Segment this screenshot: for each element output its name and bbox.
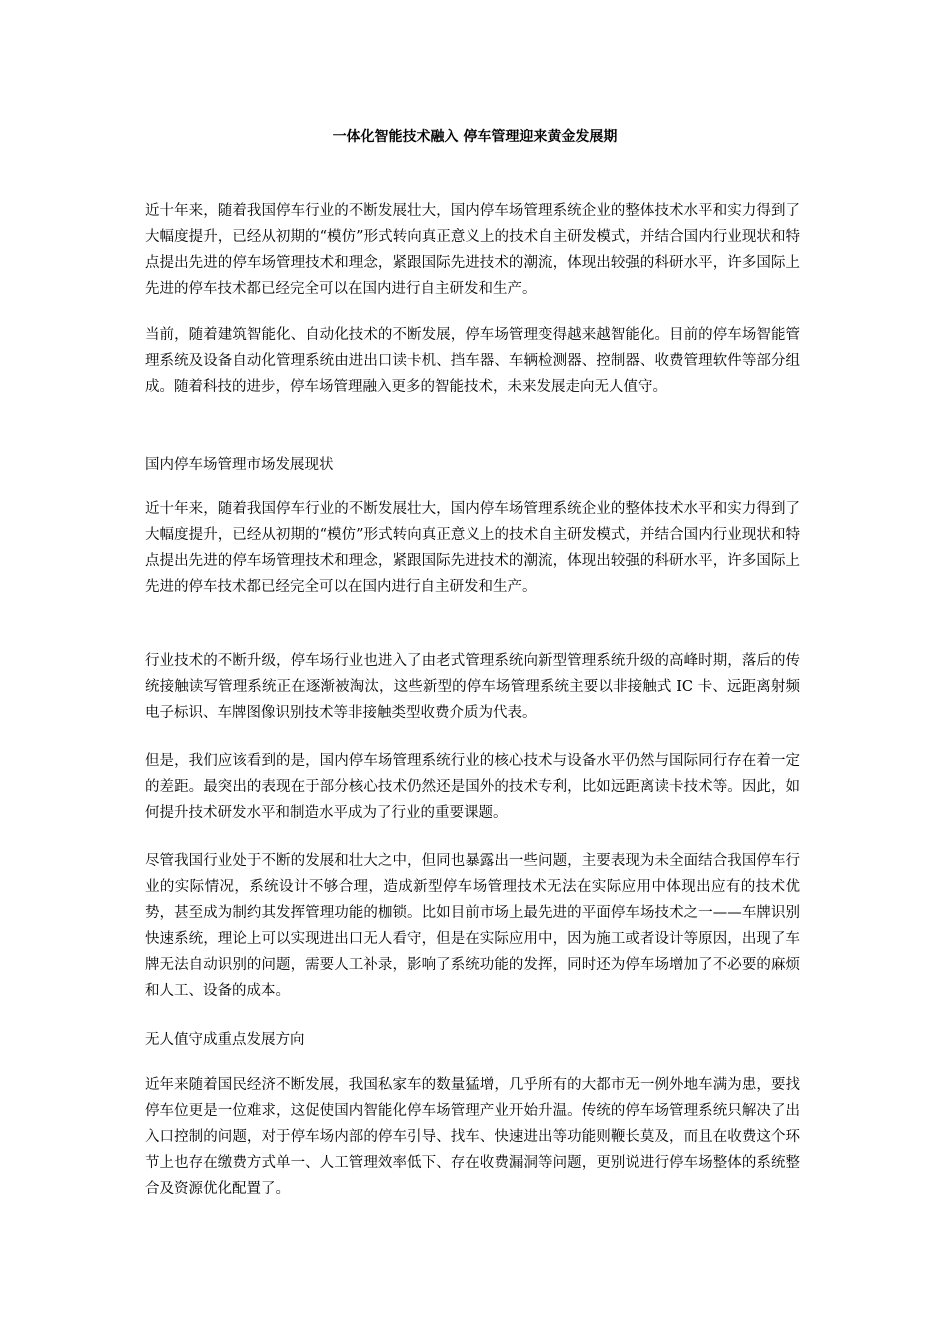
paragraph-market-4: 尽管我国行业处于不断的发展和壮大之中，但同也暴露出一些问题，主要表现为未全面结合我国停车行业的实际情况，系统设计不够合理，造成新型停车场管理技术无法在实际应用中体现出应有的技术优势，甚至成为制约其发挥管理功能的枷锁。比如目前市场上最先进的平面停车场技术之一——车牌识别快速系统，理论上可以实现进出口无人看守，但是在实际应用中，因为施工或者设计等原因，出现了车牌无法自动识别的问题，需要人工补录，影响了系统功能的发挥，同时还为停车场增加了不必要的麻烦和人工、设备的成本。 (145, 853, 800, 999)
paragraph-market-1: 近十年来，随着我国停车行业的不断发展壮大，国内停车场管理系统企业的整体技术水平和实力得到了大幅度提升，已经从初期的“模仿”形式转向真正意义上的技术自主研发模式，并结合国内行业现状和特点提出先进的停车场管理技术和理念，紧跟国际先进技术的潮流，体现出较强的科研水平，许多国际上先进的停车技术都已经完全可以在国内进行自主研发和生产。 (145, 501, 800, 595)
paragraph-unmanned-1: 近年来随着国民经济不断发展，我国私家车的数量猛增，几乎所有的大都市无一例外地车满为患，要找停车位更是一位难求，这促使国内智能化停车场管理产业开始升温。传统的停车场管理系统只解决了出入口控制的问题，对于停车场内部的停车引导、找车、快速进出等功能则鞭长莫及，而且在收费这个环节上也存在缴费方式单一、人工管理效率低下、存在收费漏洞等问题，更别说进行停车场整体的系统整合及资源优化配置了。 (145, 1077, 800, 1197)
document-title: 一体化智能技术融入 停车管理迎来黄金发展期 (332, 129, 618, 145)
paragraph-market-2: 行业技术的不断升级，停车场行业也进入了由老式管理系统向新型管理系统升级的高峰时期，落后的传统接触读写管理系统正在逐渐被淘汰，这些新型的停车场管理系统主要以非接触式 IC 卡、远距离射频电子标识、车牌图像识别技术等非接触类型收费介质为代表。 (145, 653, 800, 721)
section-heading-market-status: 国内停车场管理市场发展现状 (145, 457, 334, 473)
paragraph-intro-1: 近十年来，随着我国停车行业的不断发展壮大，国内停车场管理系统企业的整体技术水平和实力得到了大幅度提升，已经从初期的“模仿”形式转向真正意义上的技术自主研发模式，并结合国内行业现状和特点提出先进的停车场管理技术和理念，紧跟国际先进技术的潮流，体现出较强的科研水平，许多国际上先进的停车技术都已经完全可以在国内进行自主研发和生产。 (145, 203, 800, 297)
paragraph-market-3: 但是，我们应该看到的是，国内停车场管理系统行业的核心技术与设备水平仍然与国际同行存在着一定的差距。最突出的表现在于部分核心技术仍然还是国外的技术专利，比如远距离读卡技术等。因此，如何提升技术研发水平和制造水平成为了行业的重要课题。 (145, 753, 800, 821)
section-heading-unmanned: 无人值守成重点发展方向 (145, 1032, 305, 1048)
paragraph-intro-2: 当前，随着建筑智能化、自动化技术的不断发展，停车场管理变得越来越智能化。目前的停车场智能管理系统及设备自动化管理系统由进出口读卡机、挡车器、车辆检测器、控制器、收费管理软件等部分组成。随着科技的进步，停车场管理融入更多的智能技术，未来发展走向无人值守。 (145, 327, 800, 395)
